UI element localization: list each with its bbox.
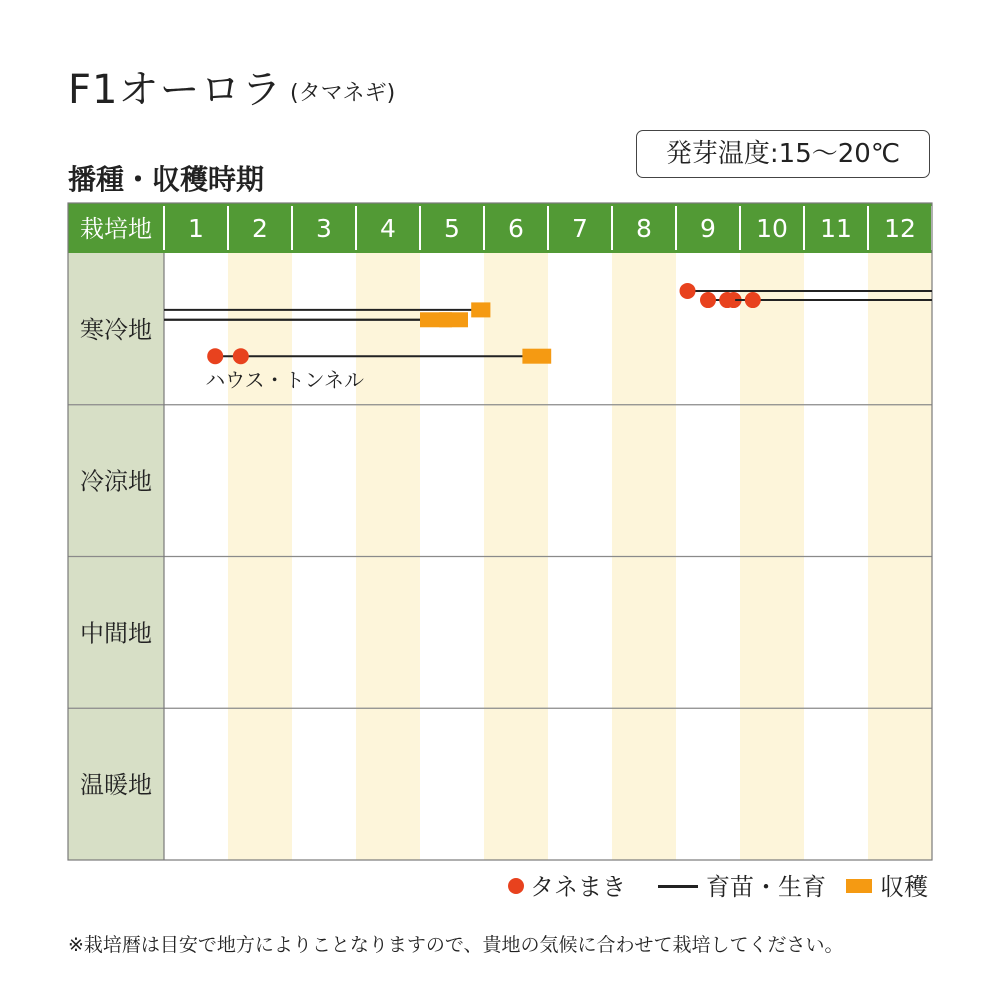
- sowing-dot: [719, 292, 735, 308]
- corner-label: 栽培地: [80, 215, 152, 243]
- row-label: 寒冷地: [80, 315, 152, 344]
- legend-harvest: [846, 872, 928, 902]
- row-label: 温暖地: [80, 771, 152, 800]
- footnote: ※栽培暦は目安で地方によりことなりますので、貴地の気候に合わせて栽培してください。: [68, 934, 844, 956]
- month-label: 4: [380, 214, 396, 243]
- month-label: 5: [444, 214, 460, 243]
- month-label: 8: [636, 214, 652, 243]
- month-label: 10: [756, 214, 788, 243]
- legend: [508, 872, 938, 902]
- month-label: 2: [252, 214, 268, 243]
- page-title: F1オーロラ: [68, 67, 283, 113]
- month-label: 3: [316, 214, 332, 243]
- legend-grow: [658, 872, 826, 902]
- sowing-dot: [700, 292, 716, 308]
- legend-sow-marker: [508, 878, 524, 894]
- legend-harvest-label: 収穫: [880, 873, 928, 901]
- legend-harvest-marker: [846, 879, 872, 893]
- month-label: 6: [508, 214, 524, 243]
- row-label: 中間地: [80, 619, 152, 648]
- sowing-dot: [233, 348, 249, 364]
- harvest-bar: [420, 312, 452, 327]
- lane-annotation: ハウス・トンネル: [205, 368, 365, 393]
- sowing-dot: [680, 283, 696, 299]
- legend-grow-label: 育苗・生育: [706, 873, 826, 901]
- month-label: 9: [700, 214, 716, 243]
- harvest-bar: [471, 302, 490, 317]
- month-label: 12: [884, 214, 916, 243]
- sowing-dot: [207, 348, 223, 364]
- month-label: 1: [188, 214, 204, 243]
- section-title: 播種・収穫時期: [68, 163, 265, 196]
- page-subtitle: (タマネギ): [290, 81, 396, 106]
- sowing-dot: [745, 292, 761, 308]
- legend-sow-label: タネまき: [530, 873, 626, 901]
- legend-grow-marker: [658, 885, 698, 888]
- row-label: 冷涼地: [80, 467, 152, 496]
- legend-sow: [508, 872, 626, 902]
- month-label: 7: [572, 214, 588, 243]
- harvest-bar: [522, 349, 551, 364]
- month-label: 11: [820, 214, 852, 243]
- germination-temp-badge: 発芽温度:15～20℃: [636, 130, 930, 178]
